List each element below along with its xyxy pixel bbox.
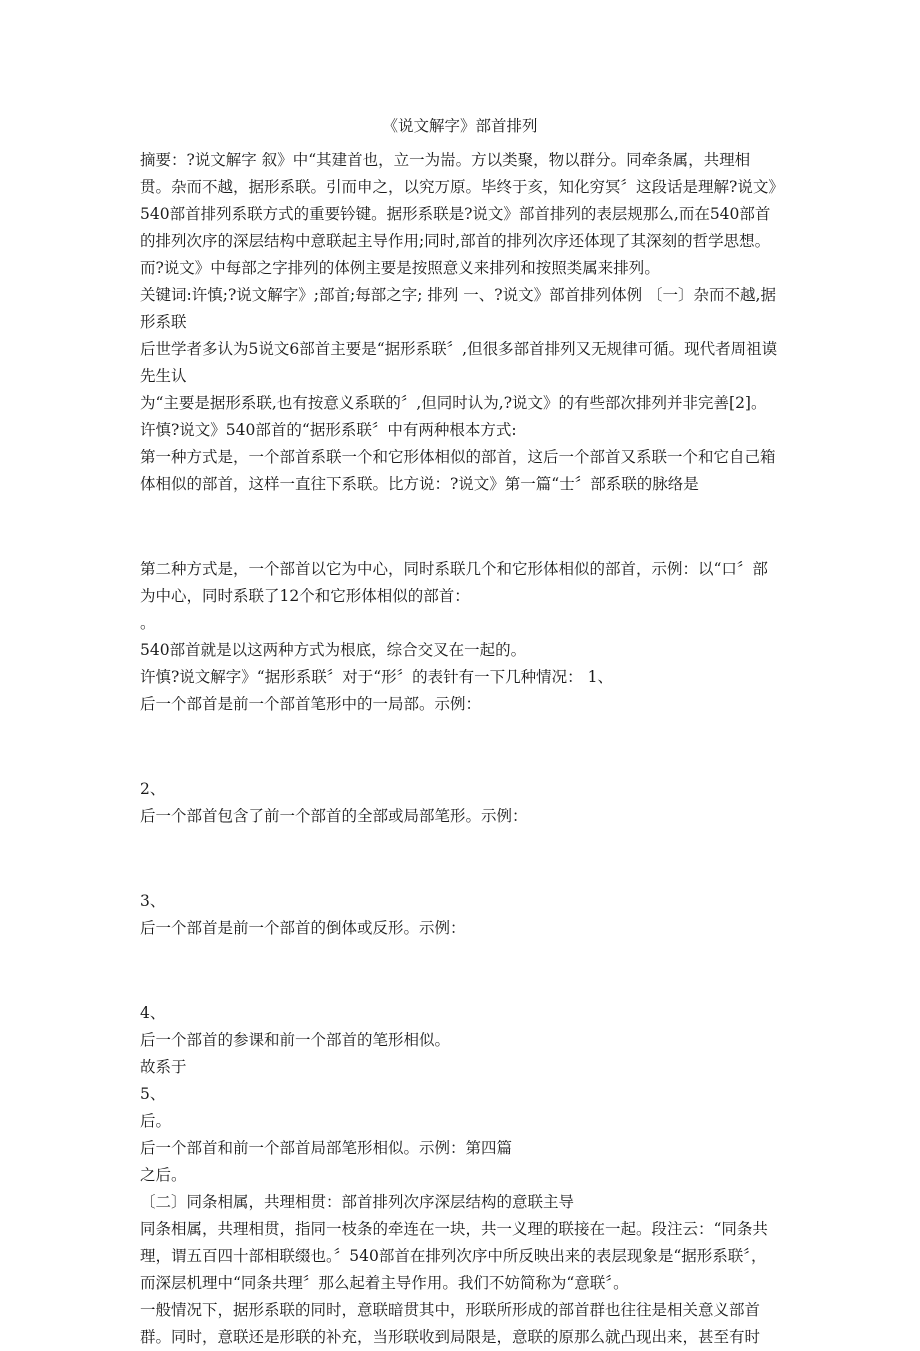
- blank-line: [140, 846, 780, 873]
- blank-line: [140, 958, 780, 985]
- paragraph: 第二种方式是，一个部首以它为中心，同时系联几个和它形体相似的部首，示例：以“口〞部为中心，同时系联了12个和它形体相似的部首：: [140, 560, 768, 605]
- paragraph: 关键词:许慎;?说文解字》;部首;每部之字; 排列 一、?说文》部首排列体例 〔一〕杂而不越,据形系联: [140, 286, 776, 331]
- paragraph: 4、: [140, 1004, 166, 1022]
- paragraph: 后一个部首是前一个部首笔形中的一局部。示例：: [140, 695, 482, 713]
- paragraph: 后世学者多认为5说文6部首主要是“据形系联〞,但很多部首排列又无规律可循。现代者周祖谟先生认: [140, 340, 778, 385]
- document-title: 《说文解字》部首排列: [382, 117, 538, 135]
- paragraph: 同条相属，共理相贯，指同一枝条的牵连在一块，共一义理的联接在一起。段注云：“同条共理，谓五百四十部相联缀也。〞540部首在排列次序中所反映出来的表层现象是“据形系联〞，而深层机理中“同条共理〞那么起着主导作用。我们不妨简称为“意联〞。: [140, 1220, 768, 1292]
- paragraph: 后一个部首和前一个部首局部笔形相似。示例：第四篇: [140, 1139, 513, 1157]
- paragraph: 一般情况下，据形系联的同时，意联暗贯其中，形联所形成的部首群也往往是相关意义部首群。同时，意联还是形联的补充，当形联收到局限是，意联的原那么就凸现出来，甚至有时: [140, 1301, 761, 1346]
- paragraph: 之后。: [140, 1166, 187, 1184]
- blank-line: [140, 514, 780, 541]
- paragraph: 为“主要是据形系联,也有按意义系联的〞,但同时认为,?说文》的有些部次排列并非完善[2]。: [140, 394, 767, 412]
- paragraph: 第一种方式是，一个部首系联一个和它形体相似的部首，这后一个部首又系联一个和它自己箱体相似的部首，这样一直往下系联。比方说：?说文》第一篇“士〞部系联的脉络是: [140, 448, 776, 493]
- paragraph: 后一个部首的参课和前一个部首的笔形相似。: [140, 1031, 451, 1049]
- paragraph: 许慎?说文》540部首的“据形系联〞中有两种根本方式:: [140, 421, 517, 439]
- paragraph: 后一个部首包含了前一个部首的全部或局部笔形。示例：: [140, 807, 528, 825]
- paragraph: 故系于: [140, 1058, 187, 1076]
- paragraph: 后。: [140, 1112, 172, 1130]
- paragraph: 540部首就是以这两种方式为根底，综合交叉在一起的。: [140, 641, 527, 659]
- paragraph: 2、: [140, 780, 166, 798]
- blank-line: [140, 734, 780, 761]
- paragraph: 摘要：?说文解字 叙》中“其建首也，立一为耑。方以类聚，物以群分。同牵条属，共理相贯。杂而不越，据形系联。引而申之，以究万原。毕终于亥，知化穷冥〞这段话是理解?说文》540部首排列系联方式的重要钤键。据形系联是?说文》部首排列的表层规那么,而在540部首的排列次序的深层结构中意联起主导作用;同时,部首的排列次序还体现了其深刻的哲学思想。而?说文》中每部之字排列的体例主要是按照意义来排列和按照类属来排列。: [140, 151, 777, 277]
- paragraph: 〔二〕同条相属，共理相贯：部首排列次序深层结构的意联主导: [140, 1193, 575, 1211]
- paragraph: 。: [140, 614, 156, 632]
- paragraph: 许慎?说文解字》“据形系联〞对于“形〞的表针有一下几种情况： 1、: [140, 668, 613, 686]
- document-body: [140, 147, 780, 1351]
- paragraph: 5、: [140, 1085, 166, 1103]
- paragraph: 3、: [140, 892, 166, 910]
- paragraph: 后一个部首是前一个部首的倒体或反形。示例：: [140, 919, 466, 937]
